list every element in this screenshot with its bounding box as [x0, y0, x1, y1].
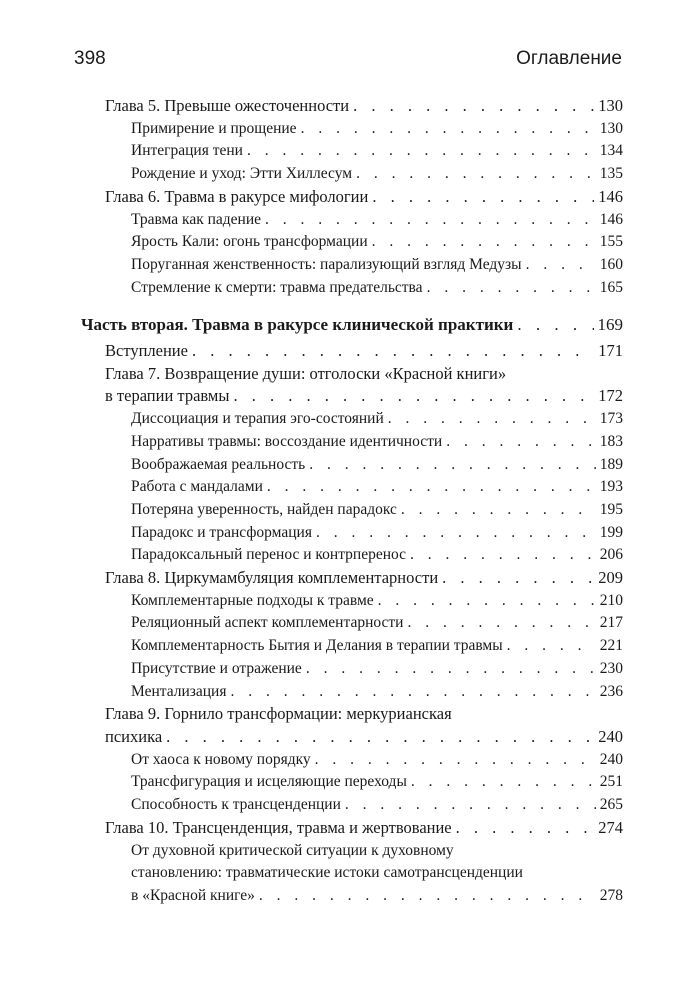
toc-entry-chapter	[105, 703, 623, 748]
dot-leader	[233, 385, 594, 408]
toc-page-number: 274	[598, 817, 623, 837]
toc-entry-title: психика	[105, 726, 163, 746]
toc-page-number: 195	[599, 500, 623, 518]
running-head	[74, 48, 622, 78]
toc-page-number: 240	[599, 750, 623, 768]
dot-leader	[316, 522, 596, 545]
dot-leader	[401, 499, 596, 522]
dot-leader	[345, 794, 596, 817]
dot-leader	[166, 726, 594, 749]
toc-entry-section	[105, 140, 623, 163]
toc-page-number: 134	[599, 142, 623, 160]
toc-page-number: 155	[599, 233, 623, 251]
toc-entry-title: Глава 9. Горнило трансформации: меркурианская	[105, 704, 452, 724]
toc-entry-title: Примирение и прощение	[131, 119, 297, 137]
toc-entry-title: Глава 5. Превыше ожесточенности	[105, 96, 350, 115]
dot-leader	[356, 163, 596, 186]
dot-leader	[265, 209, 596, 232]
toc-page-number: 183	[599, 432, 623, 450]
toc-entry-title: Воображаемая реальность	[131, 455, 306, 473]
toc-entry-title: становлению: травматические истоки самотрансценденции	[131, 864, 523, 882]
toc-entry-section	[105, 118, 623, 141]
toc-page-number: 189	[599, 455, 623, 473]
toc-entry-section	[105, 658, 623, 681]
dot-leader	[442, 567, 594, 590]
toc-entry-title: Работа с мандалами	[131, 478, 263, 496]
toc-page-number: 173	[599, 410, 623, 428]
dot-leader	[230, 681, 595, 704]
toc-page-number: 172	[598, 386, 623, 406]
toc-entry-section	[105, 476, 623, 499]
toc-page-number: 146	[599, 210, 623, 228]
toc-entry-title: в терапии травмы	[105, 386, 230, 406]
toc-page-number: 240	[598, 726, 623, 746]
toc-entry-title: в «Красной книге»	[131, 886, 255, 904]
toc-page-number: 169	[597, 315, 623, 335]
toc-entry-title: От духовной критической ситуации к духовному	[131, 841, 454, 859]
dot-leader	[306, 658, 596, 681]
toc-page-number: 265	[599, 796, 623, 814]
toc-page-number: 230	[599, 659, 623, 677]
toc-page-number: 165	[599, 278, 623, 296]
toc-page-number: 130	[598, 96, 623, 115]
toc-entry-title: Травма как падение	[131, 210, 262, 228]
toc-entry-title: Реляционный аспект комплементарности	[131, 614, 404, 632]
dot-leader	[353, 95, 594, 118]
toc-entry-title: Рождение и уход: Этти Хиллесум	[131, 165, 353, 183]
dot-leader	[427, 277, 596, 300]
toc-entry-title: Нарративы травмы: воссоздание идентичности	[131, 432, 443, 450]
dot-leader	[446, 431, 596, 454]
toc-page-number: 135	[599, 165, 623, 183]
toc-entry-title: Комплементарность Бытия и Делания в терапии травмы	[131, 637, 503, 655]
toc-page-number: 209	[598, 568, 623, 588]
dot-leader	[378, 590, 596, 613]
toc-entry-section	[105, 681, 623, 704]
toc-entry-title: Глава 6. Травма в ракурсе мифологии	[105, 186, 369, 206]
toc-entry-section	[105, 254, 623, 277]
toc-entry-section	[105, 499, 623, 522]
toc-entry-chapter	[105, 340, 623, 363]
table-of-contents	[81, 95, 623, 908]
toc-entry-section	[105, 522, 623, 545]
toc-entry-title: Глава 7. Возвращение души: отголоски «Красной книги»	[105, 363, 507, 383]
dot-leader	[456, 817, 595, 840]
toc-entry-chapter	[105, 186, 623, 209]
toc-entry-section	[105, 231, 623, 254]
dot-leader	[372, 186, 594, 209]
toc-page-number: 251	[599, 773, 623, 791]
toc-page-number: 146	[598, 186, 623, 206]
toc-entry-title: Часть вторая. Травма в ракурсе клинической практики	[81, 315, 514, 335]
dot-leader	[192, 340, 594, 363]
toc-entry-title: Трансфигурация и исцеляющие переходы	[131, 773, 407, 791]
toc-entry-title: Присутствие и отражение	[131, 659, 302, 677]
toc-entry-section	[105, 840, 623, 908]
page-number: 398	[74, 48, 106, 69]
dot-leader	[309, 454, 596, 477]
dot-leader	[372, 231, 596, 254]
toc-entry-section	[105, 749, 623, 772]
toc-page-number: 160	[599, 255, 623, 273]
toc-entry-section	[105, 544, 623, 567]
dot-leader	[410, 544, 596, 567]
toc-entry-section	[105, 408, 623, 431]
dot-leader	[388, 408, 596, 431]
toc-entry-section	[105, 635, 623, 658]
toc-entry-title: Интеграция тени	[131, 142, 243, 160]
dot-leader	[411, 771, 596, 794]
toc-page-number: 278	[599, 886, 623, 904]
toc-entry-section	[105, 771, 623, 794]
dot-leader	[407, 612, 595, 635]
toc-entry-title: Диссоциация и терапия эго-состояний	[131, 410, 384, 428]
toc-entry-title: Глава 8. Циркумамбуляция комплементарности	[105, 568, 439, 588]
toc-entry-title: Глава 10. Трансценденция, травма и жертвование	[105, 817, 452, 837]
toc-entry-section	[105, 431, 623, 454]
dot-leader	[267, 476, 596, 499]
toc-entry-title: Парадокс и трансформация	[131, 523, 312, 541]
toc-entry-section	[105, 209, 623, 232]
dot-leader	[517, 314, 593, 337]
running-title: Оглавление	[516, 48, 622, 69]
toc-page-number: 217	[599, 614, 623, 632]
toc-page-number: 199	[599, 523, 623, 541]
toc-entry-title: Комплементарные подходы к травме	[131, 591, 374, 609]
toc-entry-part	[81, 314, 623, 337]
toc-entry-section	[105, 794, 623, 817]
toc-entry-title: От хаоса к новому порядку	[131, 750, 311, 768]
toc-entry-title: Ментализация	[131, 682, 227, 700]
dot-leader	[301, 118, 596, 141]
toc-page-number: 171	[598, 341, 623, 361]
toc-page-number: 206	[599, 546, 623, 564]
toc-entry-section	[105, 454, 623, 477]
toc-entry-title: Поруганная женственность: парализующий взгляд Медузы	[131, 255, 522, 273]
toc-entry-chapter	[105, 363, 623, 408]
toc-entry-chapter	[105, 817, 623, 840]
dot-leader	[259, 885, 596, 908]
dot-leader	[247, 140, 596, 163]
toc-entry-section	[105, 277, 623, 300]
toc-entry-title: Парадоксальный перенос и контрперенос	[131, 546, 407, 564]
toc-entry-section	[105, 590, 623, 613]
toc-entry-section	[105, 163, 623, 186]
toc-entry-chapter	[105, 567, 623, 590]
toc-entry-title: Ярость Кали: огонь трансформации	[131, 233, 368, 251]
toc-entry-title: Способность к трансценденции	[131, 796, 341, 814]
dot-leader	[507, 635, 596, 658]
toc-entry-section	[105, 612, 623, 635]
toc-page-number: 193	[599, 478, 623, 496]
dot-leader	[315, 749, 596, 772]
toc-entry-title: Вступление	[105, 341, 188, 361]
toc-page-number: 236	[599, 682, 623, 700]
toc-entry-title: Потеряна уверенность, найден парадокс	[131, 500, 397, 518]
toc-entry-chapter	[105, 95, 623, 118]
dot-leader	[526, 254, 596, 277]
toc-page-number: 221	[599, 637, 623, 655]
toc-page-number: 130	[599, 119, 623, 137]
toc-page-number: 210	[599, 591, 623, 609]
toc-entry-title: Стремление к смерти: травма предательства	[131, 278, 423, 296]
